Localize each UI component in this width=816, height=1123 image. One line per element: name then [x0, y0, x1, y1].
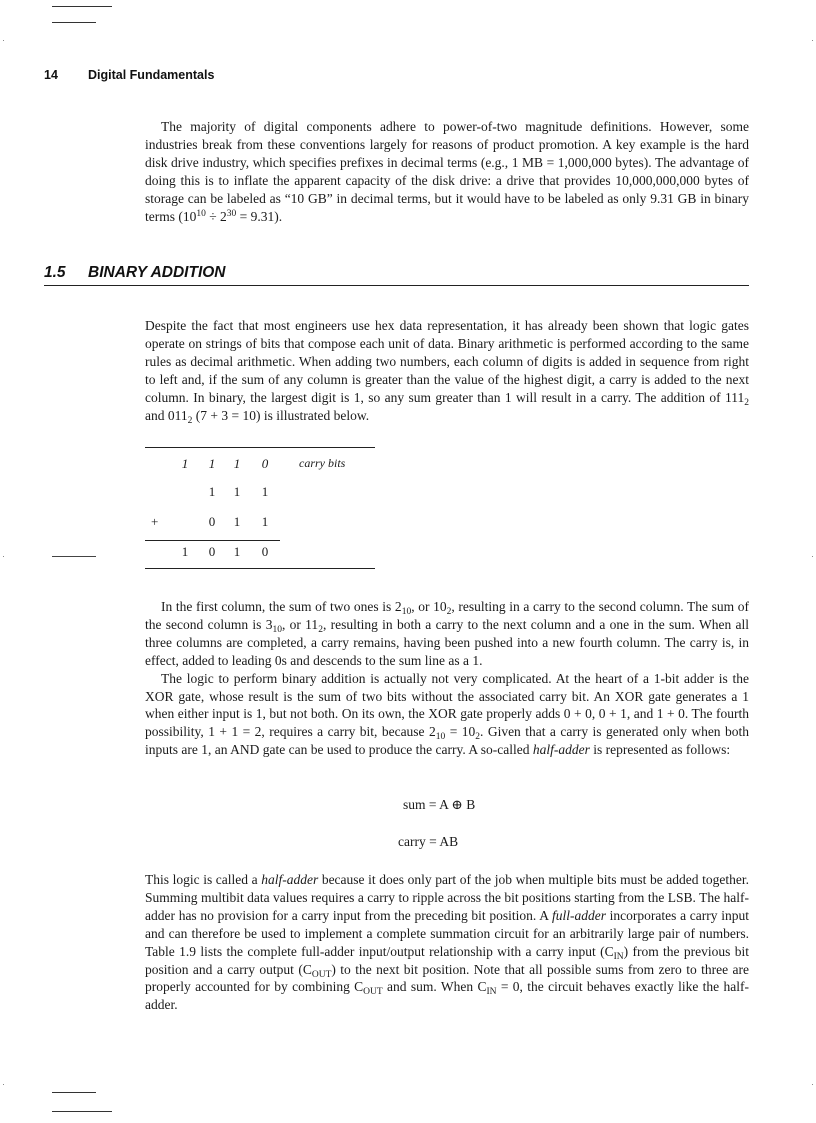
- crop-dot: [3, 556, 4, 557]
- addend-digit: 1: [208, 484, 216, 499]
- crop-mark: [52, 1111, 112, 1112]
- sum-digit: 0: [261, 544, 269, 559]
- sum-line: [145, 540, 280, 541]
- crop-dot: [3, 1084, 4, 1085]
- crop-dot: [812, 556, 813, 557]
- half-adder-paragraph: This logic is called a half-adder because it does only part of the job when multiple bits must be added together. Summing multibit data values requires a carry to ripple across the bit positions starting from the LSB. The half-adder has no provision for a carry input from the preceding bit position. A full-adder incorporates a carry input and can therefore be used to implement a complete summation circuit for an arbitrarily large pair of numbers. Table 1.9 lists the complete full-adder input/output relationship with a carry input $(C_{IN})$ from the previous bit position and a carry output $(C_{OUT})$ to the next bit position. Note that all possible sums from zero to three are properly accounted for by combining $C_{OUT}$ and sum. When $C_{IN} = 0$, the circuit behaves exactly like the half-adder.: [145, 872, 749, 1013]
- crop-mark: [52, 22, 96, 23]
- margin-rule: [52, 556, 96, 557]
- section-title: BINARY ADDITION: [88, 264, 226, 281]
- page-number: 14: [44, 68, 58, 82]
- intro-paragraph: The majority of digital components adhere to power-of-two magnitude definitions. However, some industries break from these conventions largely for reasons of product promotion. A key example is the hard disk drive industry, which specifies prefixes in decimal terms (e.g., 1 MB = 1,000,000 bytes). The advantage of doing this is to inflate the apparent capacity of the disk drive: a drive that provides 10,000,000,000 bytes of storage can be labeled as “10 GB” in decimal terms, but it would have to be labeled as only 9.31 GB in binary terms $(10^{10} \div 2^{30} = 9.31)$.: [145, 119, 749, 224]
- first-column-paragraph: In the first column, the sum of two ones is $2_{10}$, or $10_2$, resulting in a carry to the second column. The sum of the second column is $3_{10}$, or $11_2$, resulting in both a carry to the next column and a one in the sum. When all three columns are completed, a carry remains, having been pushed into a new fourth column. The carry is, in effect, added to leading 0s and descends to the sum line as a 1.: [145, 599, 749, 668]
- section-heading: [44, 264, 749, 286]
- binary-addition-paragraph: Despite the fact that most engineers use hex data representation, it has already been shown that logic gates operate on strings of bits that compose each unit of data. Binary arithmetic is performed according to the same rules as decimal arithmetic. When adding two numbers, each column of digits is added in sequence from right to left and, if the sum of any column is greater than the value of the highest digit, a carry is added to the next column. In binary, the largest digit is 1, so any sum greater than 1 will result in a carry. The addition of $111_2$ and $011_2$ (7 + 3 = 10) is illustrated below.: [145, 318, 749, 426]
- addend-digit: 1: [233, 484, 241, 499]
- carry-bit: 1: [181, 456, 189, 471]
- explanation-paragraphs: [145, 598, 749, 759]
- carry-equation: carry = AB: [398, 834, 459, 849]
- addend-row-1: [145, 484, 375, 500]
- carry-row: [145, 456, 375, 472]
- crop-dot: [3, 40, 4, 41]
- crop-dot: [812, 40, 813, 41]
- sum-digit: 1: [181, 544, 189, 559]
- crop-dot: [812, 1084, 813, 1085]
- carry-bit: 1: [233, 456, 241, 471]
- addend-row-2: [145, 514, 375, 530]
- addend-digit: 0: [208, 514, 216, 529]
- running-title: Digital Fundamentals: [88, 68, 215, 82]
- carry-bit: 0: [261, 456, 269, 471]
- sum-digit: 0: [208, 544, 216, 559]
- plus-sign: +: [151, 514, 159, 529]
- crop-mark: [52, 6, 112, 7]
- sum-digit: 1: [233, 544, 241, 559]
- sum-equation: sum = A ⊕ B: [403, 797, 476, 812]
- carry-bit: 1: [208, 456, 216, 471]
- binary-addition-table: [145, 447, 375, 569]
- crop-mark: [52, 1092, 96, 1093]
- logic-paragraph: The logic to perform binary addition is actually not very complicated. At the heart of a 1-bit adder is the XOR gate, whose result is the sum of two bits without the associated carry bit. An XOR gate generates a 1 when either input is 1, but not both. On its own, the XOR gate properly adds 0 + 0, 0 + 1, and 1 + 0. The fourth possibility, 1 + 1 = 2, requires a carry bit, because $2_{10} = 10_2$. Given that a carry is generated only when both inputs are 1, an AND gate can be used to produce the carry. A so-called half-adder is represented as follows:: [145, 670, 749, 758]
- addend-digit: 1: [233, 514, 241, 529]
- carry-bits-label: carry bits: [299, 456, 346, 470]
- addend-digit: 1: [261, 484, 269, 499]
- addend-digit: 1: [261, 514, 269, 529]
- section-number: 1.5: [44, 264, 66, 281]
- running-head: [44, 68, 214, 82]
- sum-row: [145, 544, 375, 560]
